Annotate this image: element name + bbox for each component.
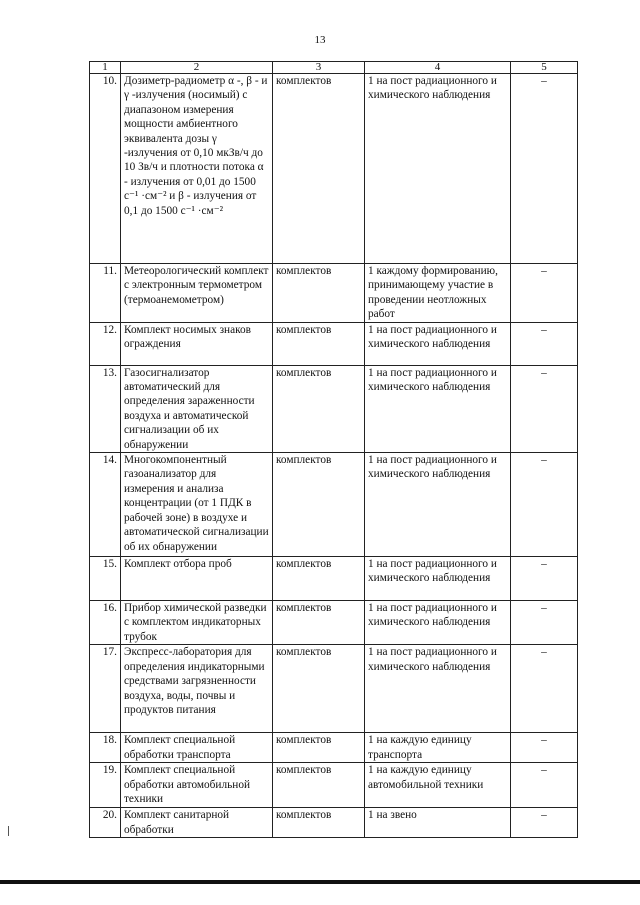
table-row [90, 733, 578, 763]
row-number: 12. [90, 322, 121, 365]
item-unit: комплектов [273, 453, 365, 557]
table-row [90, 365, 578, 452]
item-unit: комплектов [273, 733, 365, 763]
item-norm: 1 на звено [365, 808, 511, 838]
col-header-3: 3 [273, 62, 365, 74]
item-name: Дозиметр-радиометр α -, β - и γ -излучения (носимый) с диапазоном измерения мощности амбиентного эквивалента дозы γ -излучения от 0,10 мкЗв/ч до 10 Зв/ч и плотности потока α - излучения от 0,01 до 1500 с⁻¹ ·см⁻² и β - излучения от 0,1 до 1500 с⁻¹ ·см⁻² [121, 74, 273, 264]
table-row [90, 763, 578, 808]
item-unit: комплектов [273, 365, 365, 452]
item-unit: комплектов [273, 264, 365, 323]
row-number: 18. [90, 733, 121, 763]
table-row [90, 453, 578, 557]
item-name: Газосигнализатор автоматический для определения зараженности воздуха и автоматической сигнализации об их обнаружении [121, 365, 273, 452]
item-name: Экспресс-лаборатория для определения индикаторными средствами загрязненности воздуха, воды, почвы и продуктов питания [121, 645, 273, 733]
item-norm: 1 на каждую единицу транспорта [365, 733, 511, 763]
item-note: – [511, 733, 578, 763]
row-number: 11. [90, 264, 121, 323]
equipment-table [89, 61, 578, 838]
row-number: 14. [90, 453, 121, 557]
item-norm: 1 на пост радиационного и химического наблюдения [365, 74, 511, 264]
item-norm: 1 на пост радиационного и химического наблюдения [365, 645, 511, 733]
item-norm: 1 на пост радиационного и химического наблюдения [365, 365, 511, 452]
table-row [90, 601, 578, 645]
item-note: – [511, 557, 578, 601]
item-name: Многокомпонентный газоанализатор для измерения и анализа концентрации (от 1 ПДК в рабочей зоне) в воздухе и автоматической сигнализации об их обнаружении [121, 453, 273, 557]
item-unit: комплектов [273, 763, 365, 808]
item-norm: 1 на пост радиационного и химического наблюдения [365, 322, 511, 365]
row-number: 20. [90, 808, 121, 838]
table-row [90, 322, 578, 365]
item-name: Комплект санитарной обработки [121, 808, 273, 838]
item-norm: 1 на пост радиационного и химического наблюдения [365, 557, 511, 601]
table-row [90, 557, 578, 601]
row-number: 17. [90, 645, 121, 733]
bottom-rule [0, 880, 640, 884]
item-norm: 1 на каждую единицу автомобильной техники [365, 763, 511, 808]
item-unit: комплектов [273, 601, 365, 645]
item-note: – [511, 808, 578, 838]
table-row [90, 264, 578, 323]
item-name: Прибор химической разведки с комплектом индикаторных трубок [121, 601, 273, 645]
item-norm: 1 каждому формированию, принимающему участие в проведении неотложных работ [365, 264, 511, 323]
item-name: Метеорологический комплект с электронным термометром (термоанемометром) [121, 264, 273, 323]
item-note: – [511, 365, 578, 452]
item-name: Комплект носимых знаков ограждения [121, 322, 273, 365]
item-note: – [511, 322, 578, 365]
row-number: 13. [90, 365, 121, 452]
row-number: 19. [90, 763, 121, 808]
item-note: – [511, 763, 578, 808]
item-unit: комплектов [273, 74, 365, 264]
margin-mark [8, 826, 9, 836]
table-row [90, 645, 578, 733]
item-norm: 1 на пост радиационного и химического наблюдения [365, 601, 511, 645]
col-header-2: 2 [121, 62, 273, 74]
item-unit: комплектов [273, 557, 365, 601]
page-number: 13 [314, 34, 326, 46]
col-header-5: 5 [511, 62, 578, 74]
table-row [90, 74, 578, 264]
col-header-4: 4 [365, 62, 511, 74]
item-note: – [511, 645, 578, 733]
row-number: 15. [90, 557, 121, 601]
row-number: 16. [90, 601, 121, 645]
item-unit: комплектов [273, 645, 365, 733]
item-note: – [511, 601, 578, 645]
item-note: – [511, 264, 578, 323]
row-number: 10. [90, 74, 121, 264]
header-row [90, 62, 578, 74]
item-unit: комплектов [273, 808, 365, 838]
item-note: – [511, 74, 578, 264]
item-note: – [511, 453, 578, 557]
item-norm: 1 на пост радиационного и химического наблюдения [365, 453, 511, 557]
item-name: Комплект специальной обработки автомобильной техники [121, 763, 273, 808]
item-name: Комплект отбора проб [121, 557, 273, 601]
col-header-1: 1 [90, 62, 121, 74]
item-unit: комплектов [273, 322, 365, 365]
table-row [90, 808, 578, 838]
item-name: Комплект специальной обработки транспорта [121, 733, 273, 763]
